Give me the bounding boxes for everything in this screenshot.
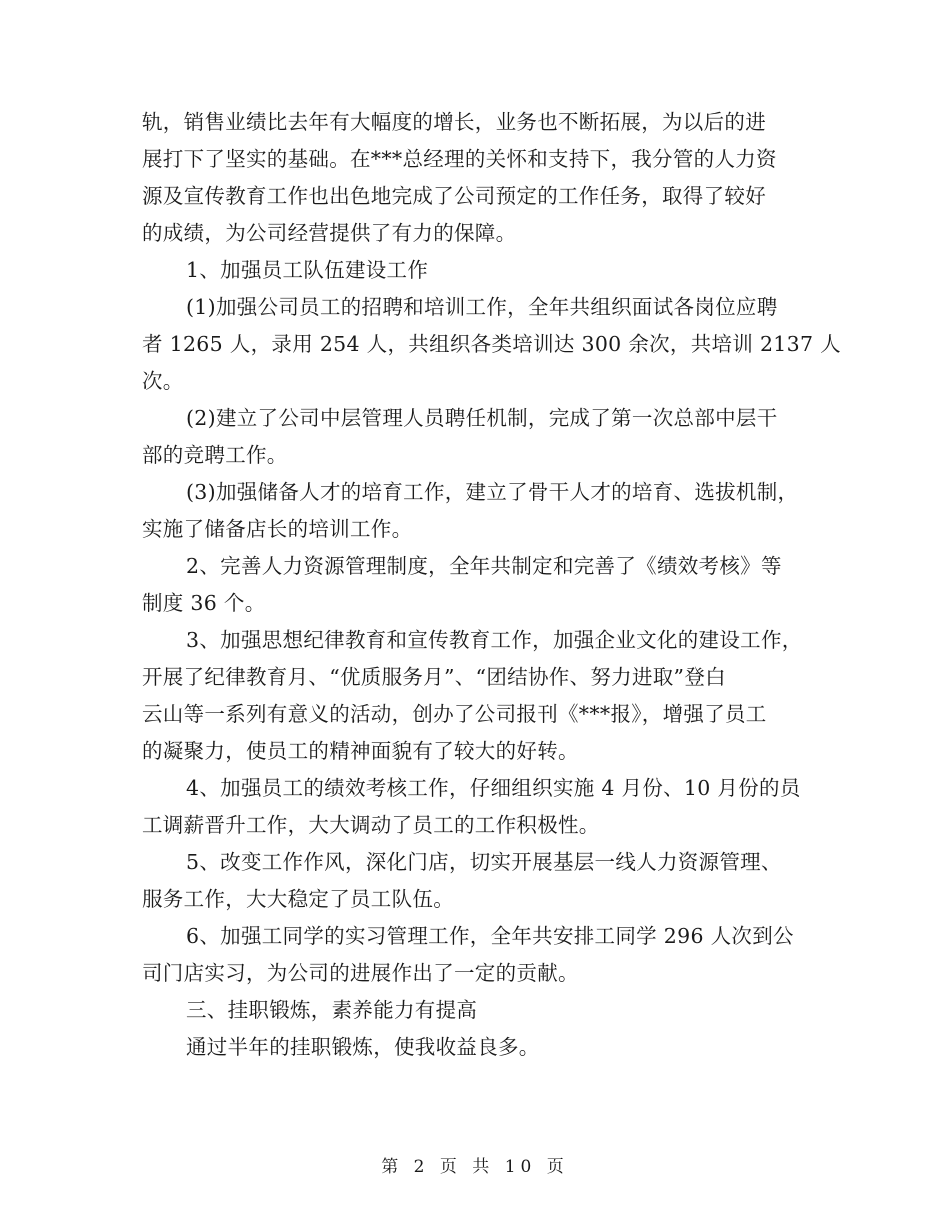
text-line: 司门店实习，为公司的进展作出了一定的贡献。: [142, 961, 579, 985]
text-line: 云山等一系列有意义的活动，创办了公司报刊《***报》，增强了员工: [142, 702, 767, 726]
text-line: 轨，销售业绩比去年有大幅度的增长，业务也不断拓展，为以后的进: [142, 110, 766, 134]
text-line: 次。: [142, 369, 184, 393]
text-line: 者 1265 人，录用 254 人，共组织各类培训达 300 余次，共培训 2137 人: [142, 332, 841, 356]
text-line: 制度 36 个。: [142, 591, 266, 615]
text-line: 2、完善人力资源管理制度，全年共制定和完善了《绩效考核》等: [186, 554, 782, 578]
text-line: 3、加强思想纪律教育和宣传教育工作，加强企业文化的建设工作，: [186, 628, 803, 652]
text-line: 6、加强工同学的实习管理工作，全年共安排工同学 296 人次到公: [186, 924, 794, 948]
text-line: 源及宣传教育工作也出色地完成了公司预定的工作任务，取得了较好: [142, 184, 766, 208]
text-line: (3)加强储备人才的培育工作，建立了骨干人才的培育、选拔机制，: [186, 480, 799, 504]
text-line: 实施了储备店长的培训工作。: [142, 517, 413, 541]
document-body: [142, 104, 841, 1066]
text-line: (2)建立了公司中层管理人员聘任机制，完成了第一次总部中层干: [186, 406, 778, 430]
text-line: 5、改变工作作风，深化门店，切实开展基层一线人力资源管理、: [186, 850, 782, 874]
text-line: 的凝聚力，使员工的精神面貌有了较大的好转。: [142, 739, 579, 763]
text-line: 的成绩，为公司经营提供了有力的保障。: [142, 221, 517, 245]
text-line: (1)加强公司员工的招聘和培训工作，全年共组织面试各岗位应聘: [186, 295, 778, 319]
text-line: 1、加强员工队伍建设工作: [186, 258, 429, 282]
text-line: 工调薪晋升工作，大大调动了员工的工作积极性。: [142, 813, 600, 837]
page-number-footer: 第 2 页 共 10 页: [381, 1157, 569, 1177]
text-line: 开展了纪律教育月、“优质服务月”、“团结协作、努力进取”登白: [142, 665, 726, 689]
text-line: 通过半年的挂职锻炼，使我收益良多。: [186, 1035, 540, 1059]
text-line: 展打下了坚实的基础。在***总经理的关怀和支持下，我分管的人力资: [142, 147, 777, 171]
text-line: 服务工作，大大稳定了员工队伍。: [142, 887, 454, 911]
text-line: 部的竞聘工作。: [142, 443, 288, 467]
text-line: 三、挂职锻炼，素养能力有提高: [186, 998, 478, 1022]
text-line: 4、加强员工的绩效考核工作，仔细组织实施 4 月份、10 月份的员: [186, 776, 801, 800]
